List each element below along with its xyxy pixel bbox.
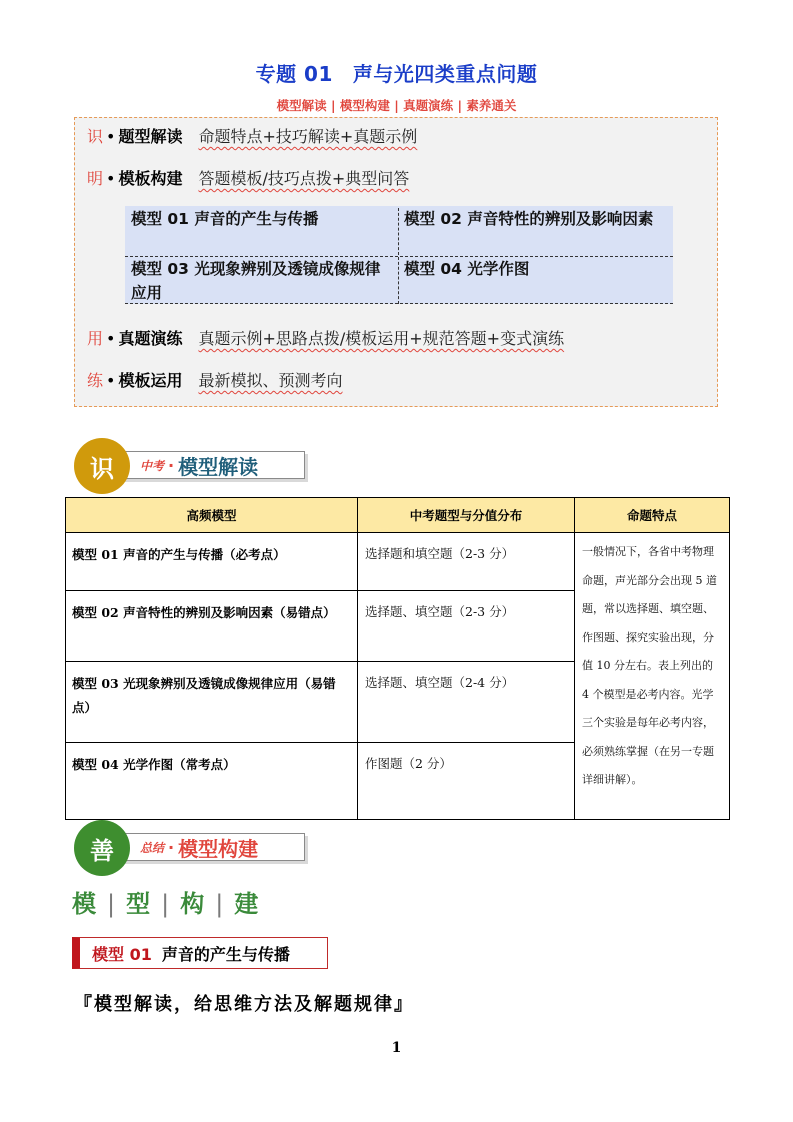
table-cell-distribution: 选择题、填空题（2-3 分） [358, 591, 575, 662]
page-number: 1 [391, 1040, 402, 1056]
heading-char: 模 [72, 890, 98, 918]
row-desc: 最新模拟、预测考向 [198, 371, 343, 390]
table-cell-model: 模型 03 光现象辨别及透镜成像规律应用（易错点） [66, 662, 358, 743]
model-grid-cell: 模型 01 声音的产生与传播 [131, 210, 319, 228]
section-heading [72, 884, 260, 919]
table-header-cell: 命题特点 [575, 498, 730, 533]
grid-divider [125, 303, 673, 304]
model-grid-cell: 模型 04 光学作图 [404, 260, 530, 278]
bullet-dot: • [106, 127, 116, 146]
row-desc: 命题特点+技巧解读+真题示例 [198, 127, 418, 146]
banner-circle-badge: 识 [74, 438, 130, 494]
row-desc: 答题模板/技巧点拨+典型问答 [198, 169, 410, 188]
row-tag: 明 [87, 169, 104, 188]
table-cell-model: 模型 02 声音特性的辨别及影响因素（易错点） [66, 591, 358, 662]
table-cell-model: 模型 01 声音的产生与传播（必考点） [66, 533, 358, 591]
banner-label [114, 451, 305, 479]
grid-divider [125, 256, 673, 257]
banner-big-text: 模型解读 [178, 454, 259, 479]
bullet-dot: • [106, 371, 116, 390]
banner-separator: · [168, 837, 175, 857]
heading-divider: | [161, 890, 172, 918]
overview-row-understand [87, 166, 409, 189]
overview-row-practice [87, 368, 342, 391]
overview-row-use [87, 326, 564, 349]
table-header-row [66, 498, 730, 533]
heading-char: 建 [234, 890, 261, 918]
section-banner-model-reading [74, 438, 314, 494]
bullet-dot: • [106, 169, 116, 188]
page-subtitle: 模型解读 | 模型构建 | 真题演练 | 素养通关 [276, 98, 517, 113]
heading-char: 型 [126, 890, 153, 918]
overview-row-identify [87, 124, 417, 147]
row-tag: 练 [87, 371, 104, 390]
heading-divider: | [215, 890, 226, 918]
row-tag: 用 [87, 329, 104, 348]
table-cell-model: 模型 04 光学作图（常考点） [66, 743, 358, 820]
row-label: 模板构建 [118, 169, 183, 188]
banner-circle-badge: 善 [74, 820, 130, 876]
high-frequency-model-table [65, 497, 730, 820]
banner-big-text: 模型构建 [178, 836, 259, 861]
model-grid [125, 206, 673, 304]
table-header-cell: 高频模型 [66, 498, 358, 533]
model-code: 模型 01 [92, 944, 152, 964]
row-label: 题型解读 [118, 127, 183, 146]
heading-divider: | [107, 890, 118, 918]
row-label: 模板运用 [118, 371, 183, 390]
banner-label [114, 833, 305, 861]
model-grid-cell: 模型 02 声音特性的辨别及影响因素 [404, 210, 654, 228]
banner-small-text: 中考 [140, 458, 165, 473]
row-label: 真题演练 [118, 329, 183, 348]
section-banner-model-building [74, 820, 314, 876]
table-cell-feature: 一般情况下，各省中考物理命题，声光部分会出现 5 道题，常以选择题、填空题、作图题、探究实验出现，分值 10 分左右。表上列出的 4 个模型是必考内容。光学三个实验是每年必考内容，必须熟练掌握（在另一专题详细讲解）。 [575, 533, 730, 820]
title-number: 专题 01 [255, 62, 333, 86]
bullet-dot: • [106, 329, 116, 348]
row-tag: 识 [87, 127, 104, 146]
title-text: 声与光四类重点问题 [352, 62, 538, 86]
table-cell-distribution: 作图题（2 分） [358, 743, 575, 820]
model-title: 声音的产生与传播 [161, 944, 290, 964]
table-cell-distribution: 选择题和填空题（2-3 分） [358, 533, 575, 591]
overview-box [74, 117, 718, 407]
heading-char: 构 [180, 890, 207, 918]
model-reading-note: 『模型解读，给思维方法及解题规律』 [74, 994, 414, 1015]
table-row [66, 533, 730, 591]
page-title [0, 58, 793, 87]
table-cell-distribution: 选择题、填空题（2-4 分） [358, 662, 575, 743]
model-01-label [72, 937, 328, 969]
row-desc: 真题示例+思路点拨/模板运用+规范答题+变式演练 [198, 329, 565, 348]
table-header-cell: 中考题型与分值分布 [358, 498, 575, 533]
banner-small-text: 总结 [140, 840, 165, 855]
banner-separator: · [168, 455, 175, 475]
model-grid-cell: 模型 03 光现象辨别及透镜成像规律应用 [131, 260, 381, 302]
